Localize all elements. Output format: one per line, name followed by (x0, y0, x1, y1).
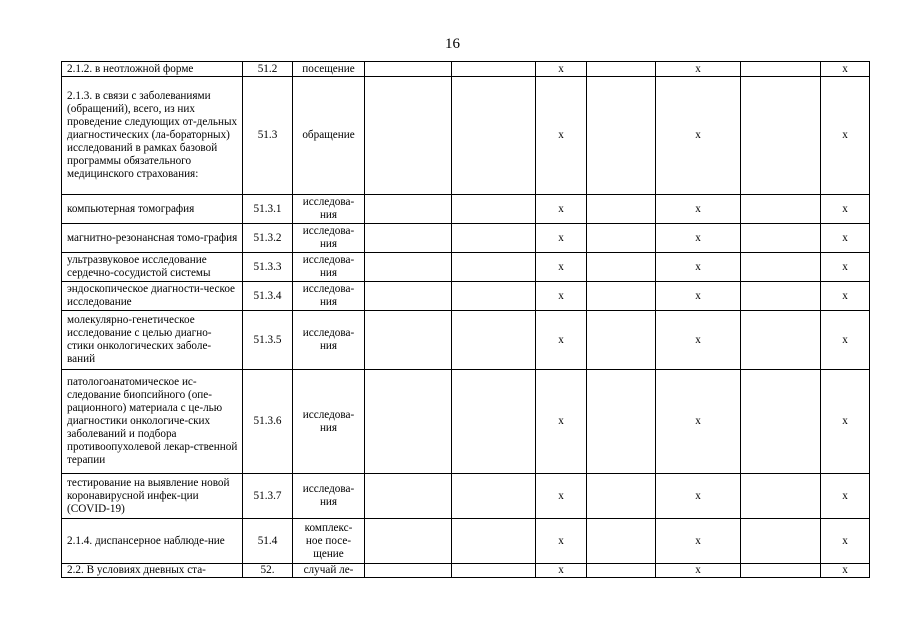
table-row (62, 311, 870, 370)
empty-cell (452, 62, 536, 77)
row-unit-cell: исследова-ния (293, 253, 365, 282)
row-code-cell: 51.3.7 (243, 474, 293, 519)
empty-cell (741, 564, 821, 578)
x-mark-cell: x (821, 474, 870, 519)
table-row (62, 62, 870, 77)
x-mark-cell: x (656, 519, 741, 564)
x-mark-cell: x (821, 62, 870, 77)
row-name-cell: молекулярно-генетическое исследование с целью диагно-стики онкологических заболе-ваний (62, 311, 243, 370)
x-mark-cell: x (821, 311, 870, 370)
data-table (61, 61, 870, 578)
table-row (62, 564, 870, 578)
empty-cell (365, 564, 452, 578)
x-mark-cell: x (536, 77, 587, 195)
empty-cell (587, 224, 656, 253)
row-code-cell: 51.3.5 (243, 311, 293, 370)
table-row (62, 282, 870, 311)
empty-cell (587, 62, 656, 77)
x-mark-cell: x (656, 311, 741, 370)
row-name-cell: 2.2. В условиях дневных ста- (62, 564, 243, 578)
empty-cell (365, 253, 452, 282)
empty-cell (365, 282, 452, 311)
row-code-cell: 51.3.3 (243, 253, 293, 282)
row-name-cell: компьютерная томография (62, 195, 243, 224)
empty-cell (452, 311, 536, 370)
empty-cell (741, 253, 821, 282)
row-unit-cell: исследова-ния (293, 282, 365, 311)
x-mark-cell: x (656, 474, 741, 519)
row-name-cell: тестирование на выявление новой коронавирусной инфек-ции (COVID-19) (62, 474, 243, 519)
empty-cell (587, 253, 656, 282)
x-mark-cell: x (656, 370, 741, 474)
empty-cell (365, 474, 452, 519)
empty-cell (452, 253, 536, 282)
x-mark-cell: x (536, 195, 587, 224)
table-row (62, 77, 870, 195)
empty-cell (587, 564, 656, 578)
empty-cell (365, 370, 452, 474)
empty-cell (741, 62, 821, 77)
empty-cell (452, 195, 536, 224)
empty-cell (587, 195, 656, 224)
table-row (62, 253, 870, 282)
x-mark-cell: x (821, 224, 870, 253)
x-mark-cell: x (656, 564, 741, 578)
empty-cell (452, 564, 536, 578)
row-name-cell: ультразвуковое исследование сердечно-сосудистой системы (62, 253, 243, 282)
row-name-cell: 2.1.4. диспансерное наблюде-ние (62, 519, 243, 564)
x-mark-cell: x (536, 519, 587, 564)
table-row (62, 195, 870, 224)
empty-cell (587, 370, 656, 474)
empty-cell (741, 370, 821, 474)
x-mark-cell: x (821, 519, 870, 564)
x-mark-cell: x (536, 62, 587, 77)
empty-cell (741, 77, 821, 195)
empty-cell (452, 224, 536, 253)
x-mark-cell: x (536, 370, 587, 474)
x-mark-cell: x (821, 370, 870, 474)
table-row (62, 519, 870, 564)
row-unit-cell: исследова-ния (293, 195, 365, 224)
x-mark-cell: x (536, 564, 587, 578)
empty-cell (452, 519, 536, 564)
empty-cell (365, 62, 452, 77)
row-unit-cell: обращение (293, 77, 365, 195)
x-mark-cell: x (536, 282, 587, 311)
empty-cell (365, 77, 452, 195)
empty-cell (452, 474, 536, 519)
row-unit-cell: исследова-ния (293, 311, 365, 370)
x-mark-cell: x (656, 282, 741, 311)
empty-cell (587, 77, 656, 195)
empty-cell (741, 519, 821, 564)
empty-cell (741, 195, 821, 224)
empty-cell (587, 519, 656, 564)
x-mark-cell: x (656, 77, 741, 195)
x-mark-cell: x (656, 195, 741, 224)
table-row (62, 370, 870, 474)
x-mark-cell: x (536, 224, 587, 253)
row-name-cell: патологоанатомическое ис-следование биопсийного (опе-рационного) материала с це-лью диагностики онкологиче-ских заболеваний и подбора противоопухолевой лекар-ственной терапии (62, 370, 243, 474)
row-name-cell: эндоскопическое диагности-ческое исследование (62, 282, 243, 311)
x-mark-cell: x (656, 253, 741, 282)
row-code-cell: 51.4 (243, 519, 293, 564)
row-unit-cell: комплекс-ное посе-щение (293, 519, 365, 564)
row-code-cell: 51.3.1 (243, 195, 293, 224)
row-unit-cell: случай ле- (293, 564, 365, 578)
empty-cell (587, 474, 656, 519)
row-unit-cell: посещение (293, 62, 365, 77)
row-code-cell: 51.3 (243, 77, 293, 195)
row-code-cell: 51.2 (243, 62, 293, 77)
row-code-cell: 52. (243, 564, 293, 578)
row-code-cell: 51.3.4 (243, 282, 293, 311)
empty-cell (741, 224, 821, 253)
empty-cell (741, 311, 821, 370)
x-mark-cell: x (536, 253, 587, 282)
row-code-cell: 51.3.2 (243, 224, 293, 253)
row-code-cell: 51.3.6 (243, 370, 293, 474)
empty-cell (452, 282, 536, 311)
empty-cell (587, 311, 656, 370)
table-row (62, 474, 870, 519)
row-unit-cell: исследова-ния (293, 370, 365, 474)
empty-cell (452, 370, 536, 474)
page-number: 16 (445, 36, 460, 52)
table-row (62, 224, 870, 253)
x-mark-cell: x (536, 474, 587, 519)
x-mark-cell: x (821, 564, 870, 578)
row-name-cell: 2.1.2. в неотложной форме (62, 62, 243, 77)
empty-cell (741, 474, 821, 519)
row-name-cell: магнитно-резонансная томо-графия (62, 224, 243, 253)
empty-cell (452, 77, 536, 195)
x-mark-cell: x (821, 195, 870, 224)
empty-cell (741, 282, 821, 311)
x-mark-cell: x (536, 311, 587, 370)
x-mark-cell: x (821, 77, 870, 195)
x-mark-cell: x (821, 282, 870, 311)
row-unit-cell: исследова-ния (293, 224, 365, 253)
row-name-cell: 2.1.3. в связи с заболеваниями (обращений), всего, из них проведение следующих от-дельных диагностических (ла-бораторных) исследований в рамках базовой программы обязательного медицинского страхования: (62, 77, 243, 195)
x-mark-cell: x (821, 253, 870, 282)
empty-cell (365, 224, 452, 253)
empty-cell (365, 195, 452, 224)
x-mark-cell: x (656, 224, 741, 253)
empty-cell (365, 311, 452, 370)
empty-cell (587, 282, 656, 311)
x-mark-cell: x (656, 62, 741, 77)
empty-cell (365, 519, 452, 564)
row-unit-cell: исследова-ния (293, 474, 365, 519)
